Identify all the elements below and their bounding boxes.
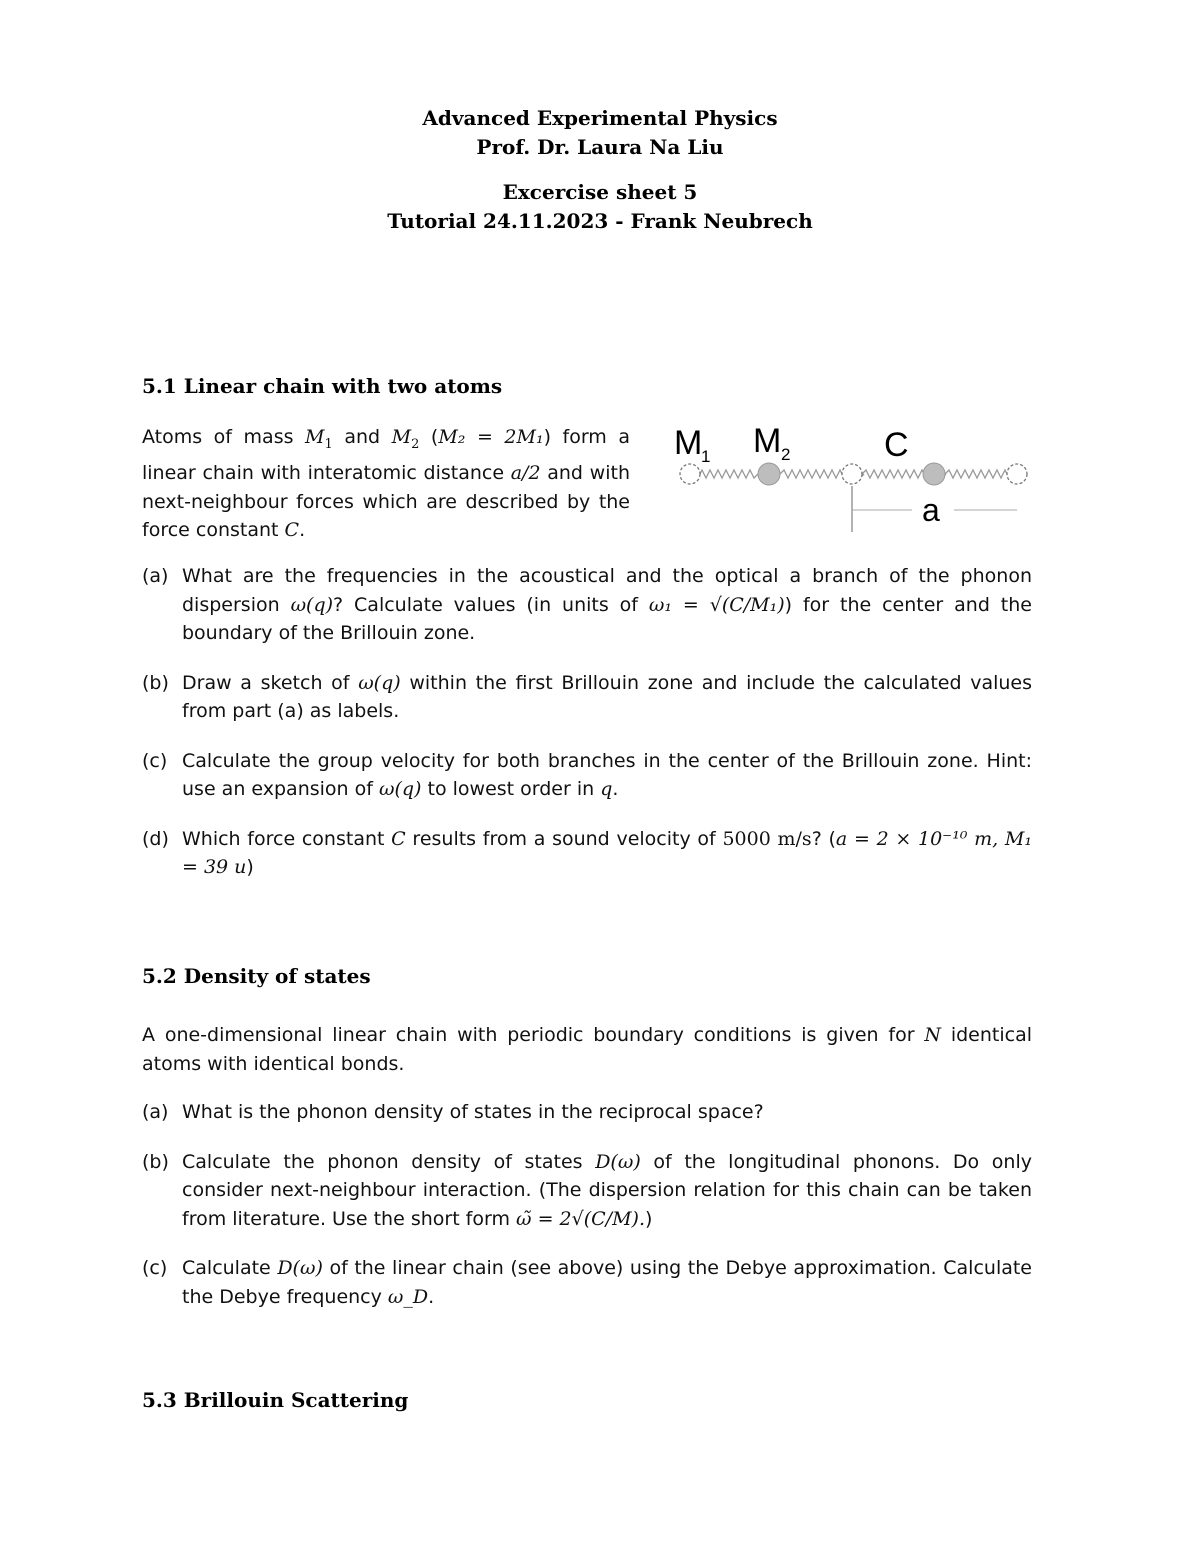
section-5-2-title: 5.2 Density of states [142,964,371,988]
section-5-1-intro: Atoms of mass $M_1$ and $M_2$ (M₂ = 2M₁) form a linear chain with interatomic distance a/2 and with next-neighbour forces which are described by the force constant C. [142,426,630,542]
task-5-1-a: (a) What are the frequencies in the acoustical and the optical a branch of the phonon dispersion ω(q)? Calculate values (in units of ω₁ = √(C/M₁)) for the center and the boundary of the Brillouin zone. [142,565,1032,644]
task-5-2-c: (c) Calculate D(ω) of the linear chain (see above) using the Debye approximation. Calculate the Debye frequency ω_D. [142,1257,1032,1308]
diagram-label-m1: M [674,424,703,462]
section-5-2-intro: A one-dimensional linear chain with periodic boundary conditions is given for N identical atoms with identical bonds. [142,1024,1032,1075]
atom-m1-left [680,464,700,484]
atom-m2-left [758,463,780,485]
diagram-label-m1-sub: 1 [701,447,711,466]
section-5-1-title: 5.1 Linear chain with two atoms [142,374,503,398]
atom-m1-right [1007,464,1027,484]
professor-name: Prof. Dr. Laura Na Liu [476,135,724,159]
linear-chain-diagram [668,418,1038,538]
task-5-1-d: (d) Which force constant C results from a sound velocity of 5000 m/s? (a = 2 × 10⁻¹⁰ m, M₁ = 39 u) [142,827,1032,878]
linear-chain-svg [668,418,1038,538]
task-5-2-a: (a) What is the phonon density of states in the reciprocal space? [142,1101,764,1123]
task-5-1-b: (b) Draw a sketch of ω(q) within the first Brillouin zone and include the calculated values from part (a) as labels. [142,671,1033,722]
diagram-label-a: a [922,492,940,528]
tutorial-info: Tutorial 24.11.2023 - Frank Neubrech [387,209,813,233]
section-5-3-title: 5.3 Brillouin Scattering [142,1388,409,1412]
task-5-1-c: (c) Calculate the group velocity for both branches in the center of the Brillouin zone. Hint: use an expansion of ω(q) to lowest order in q. [142,749,1032,800]
diagram-label-m2: M [753,422,782,460]
sheet-title: Excercise sheet 5 [502,180,698,204]
diagram-label-c: C [884,426,909,464]
atom-m2-right [923,463,945,485]
document-header [0,104,1200,236]
task-5-2-b: (b) Calculate the phonon density of states D(ω) of the longitudinal phonons. Do only consider next-neighbour interaction. (The dispersion relation for this chain can be taken from literature. Use the short form ω̃ = 2√(C/M).) [142,1150,1032,1230]
section-5-1-tasks [142,562,1032,882]
spring-4 [945,470,1013,478]
atom-m1-center [842,464,862,484]
course-title: Advanced Experimental Physics [422,106,778,130]
diagram-label-m2-sub: 2 [781,445,791,464]
section-5-2-tasks [142,1098,1032,1311]
